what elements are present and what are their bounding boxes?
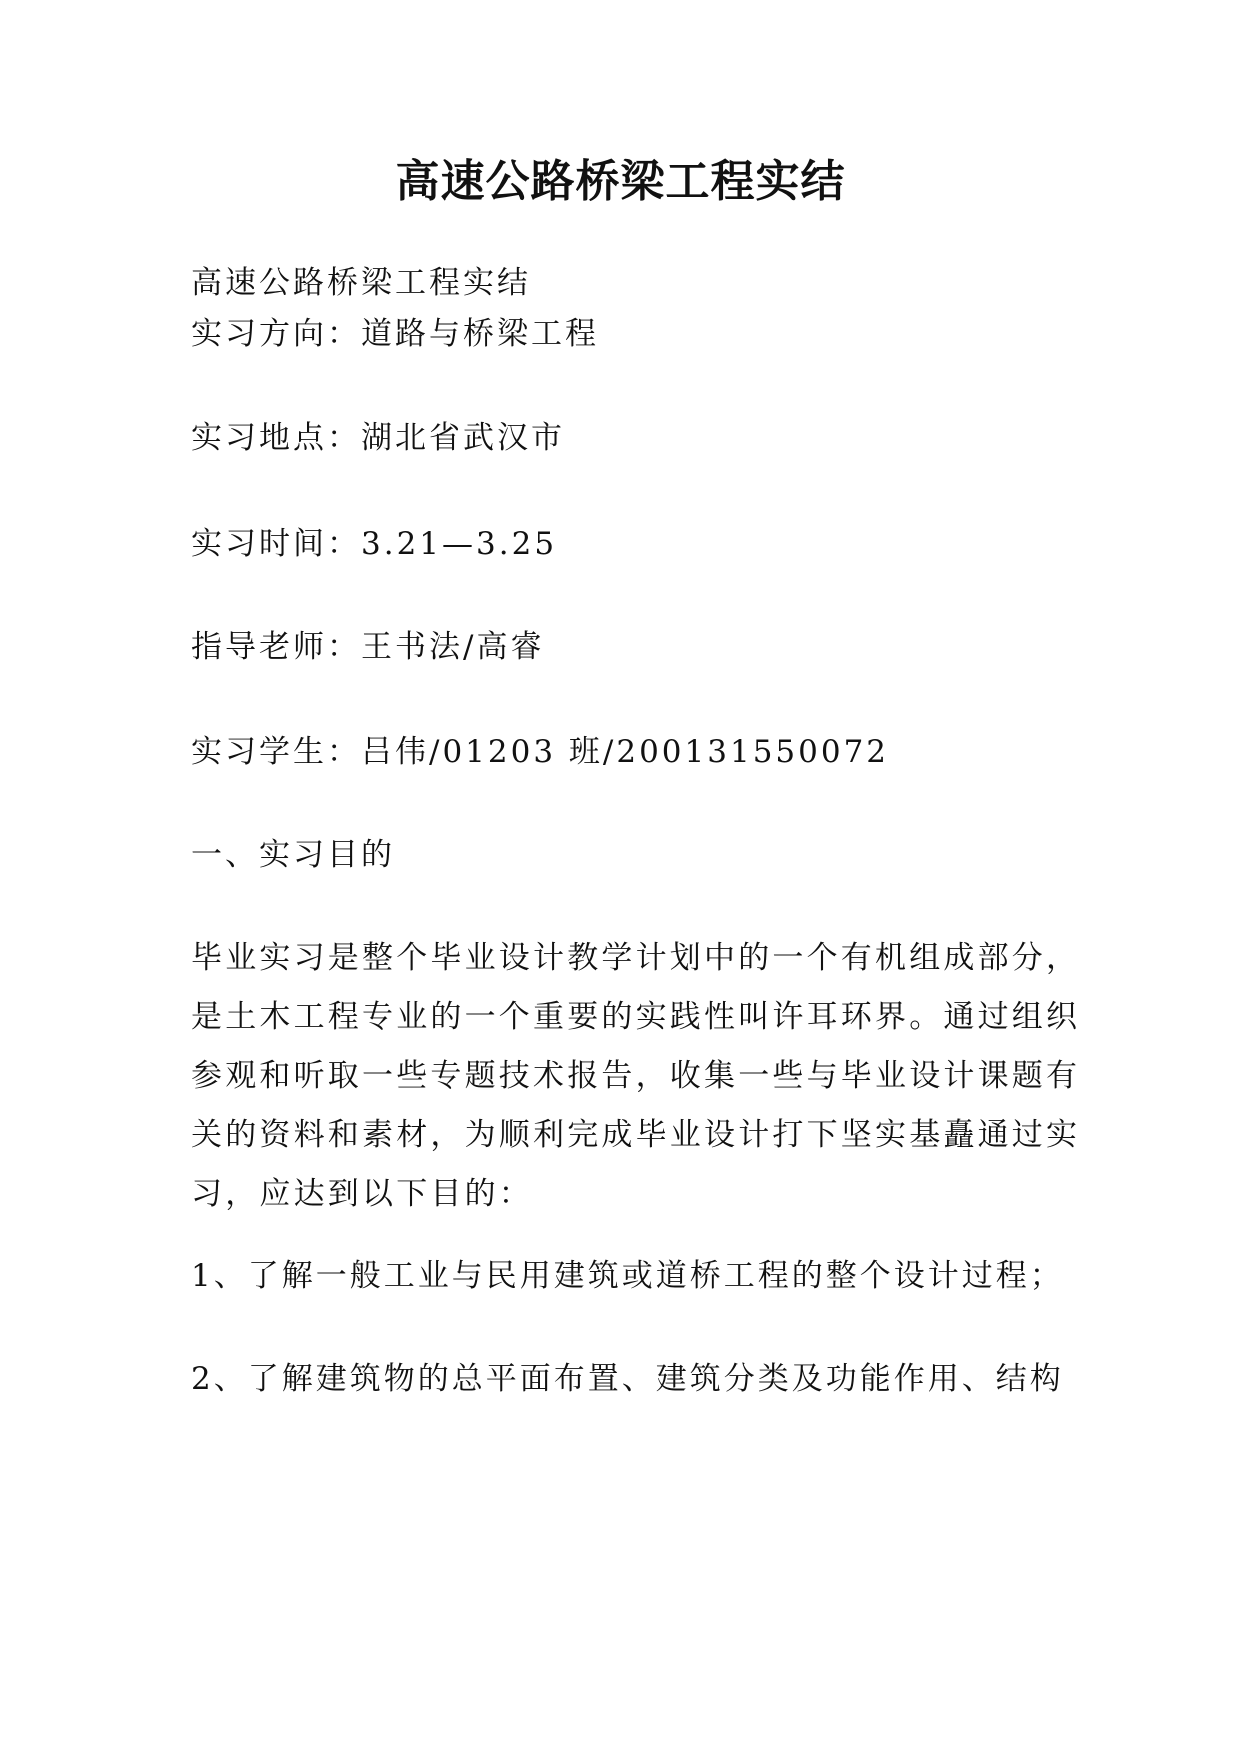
internship-direction: 实习方向：道路与桥梁工程 [191, 316, 599, 352]
paragraph-line: 毕业实习是整个毕业设计教学计划中的一个有机组成部分， [191, 940, 1081, 976]
document-title: 高速公路桥梁工程实结 [395, 156, 846, 207]
paragraph-purpose [191, 929, 1081, 1224]
purpose-item-2: 2、了解建筑物的总平面布置、建筑分类及功能作用、结构 [191, 1361, 1064, 1397]
section-heading-purpose: 一、实习目的 [191, 837, 395, 873]
paragraph-line: 参观和听取一些专题技术报告，收集一些与毕业设计课题有 [191, 1058, 1081, 1094]
paragraph-line: 关的资料和素材，为顺利完成毕业设计打下坚实基矗通过实 [191, 1117, 1081, 1153]
paragraph-line: 习，应达到以下目的： [191, 1176, 533, 1212]
internship-time: 实习时间：3.21—3.25 [191, 526, 558, 562]
internship-student: 实习学生：吕伟/01203 班/200131550072 [191, 734, 890, 770]
purpose-item-1: 1、了解一般工业与民用建筑或道桥工程的整个设计过程； [191, 1258, 1064, 1294]
internship-advisor: 指导老师：王书法/高睿 [191, 629, 545, 665]
paragraph-line: 是土木工程专业的一个重要的实践性叫许耳环界。通过组织 [191, 999, 1081, 1035]
subtitle-line: 高速公路桥梁工程实结 [191, 265, 531, 301]
internship-location: 实习地点：湖北省武汉市 [191, 420, 565, 456]
